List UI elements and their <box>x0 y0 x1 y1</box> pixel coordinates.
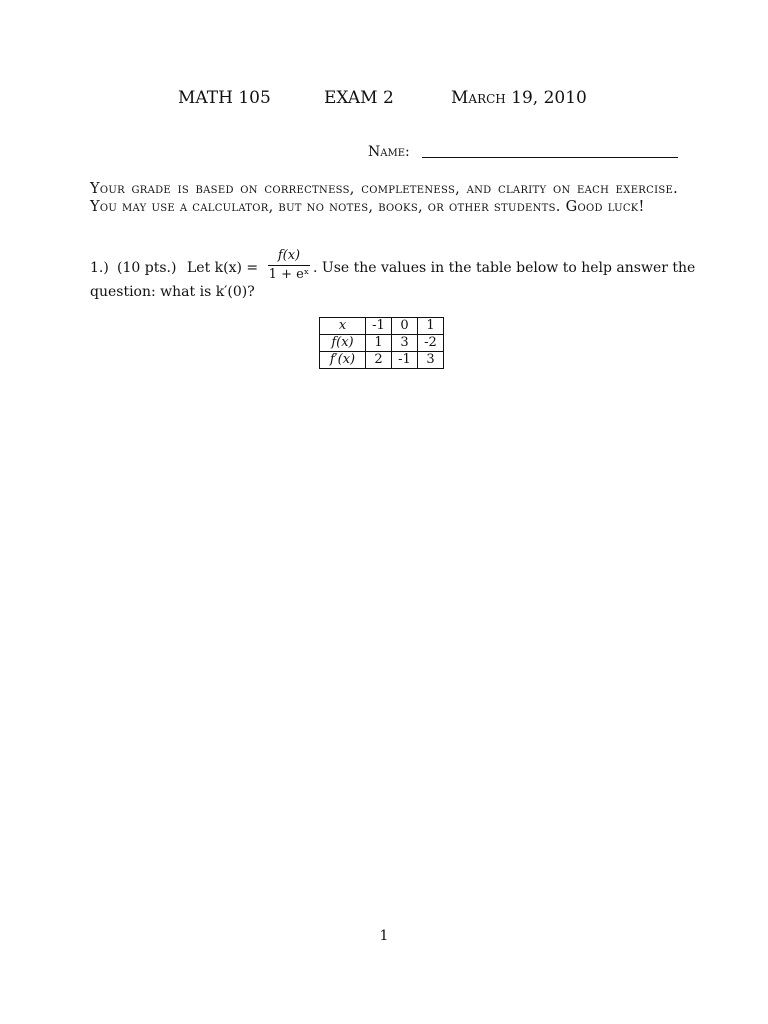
table-cell: -1 <box>392 352 418 369</box>
table-cell: 2 <box>366 352 392 369</box>
values-table <box>319 317 444 369</box>
problem-number: 1.) <box>90 260 109 276</box>
problem-function-definition: Let k(x) = <box>187 260 259 276</box>
fraction-expression <box>268 248 310 283</box>
name-blank-line[interactable] <box>422 157 678 158</box>
table-cell: -1 <box>366 318 392 335</box>
problem-1-line-1 <box>90 248 696 282</box>
table-cell: 1 <box>418 318 444 335</box>
table-cell: 0 <box>392 318 418 335</box>
table-row <box>320 318 444 335</box>
problem-points: (10 pts.) <box>117 260 177 276</box>
exam-header <box>0 88 768 112</box>
problem-question-text: question: what is k′(0)? <box>90 284 255 300</box>
table-row <box>320 335 444 352</box>
fraction-denominator: 1 + eˣ <box>268 267 310 282</box>
table-row <box>320 352 444 369</box>
row-label: x <box>320 318 366 335</box>
table-cell: 3 <box>392 335 418 352</box>
table-cell: -2 <box>418 335 444 352</box>
page-number: 1 <box>379 928 389 944</box>
problem-1 <box>90 248 696 302</box>
exam-instructions: Your grade is based on correctness, completeness, and clarity on each exercise. You may use a calculator, but no notes, books, or other students. Good luck! <box>90 181 678 215</box>
name-field-row <box>368 143 680 163</box>
table-cell: 3 <box>418 352 444 369</box>
name-label: Name: <box>368 144 410 160</box>
exam-title: EXAM 2 <box>324 88 394 108</box>
exam-date: March 19, 2010 <box>451 88 587 108</box>
course-title: MATH 105 <box>178 88 271 108</box>
problem-instructions-text: . Use the values in the table below to help answer the <box>313 260 696 276</box>
row-label: f(x) <box>320 335 366 352</box>
fraction-numerator: f(x) <box>277 248 301 263</box>
fraction-bar <box>268 265 310 266</box>
row-label: f′(x) <box>320 352 366 369</box>
table-cell: 1 <box>366 335 392 352</box>
